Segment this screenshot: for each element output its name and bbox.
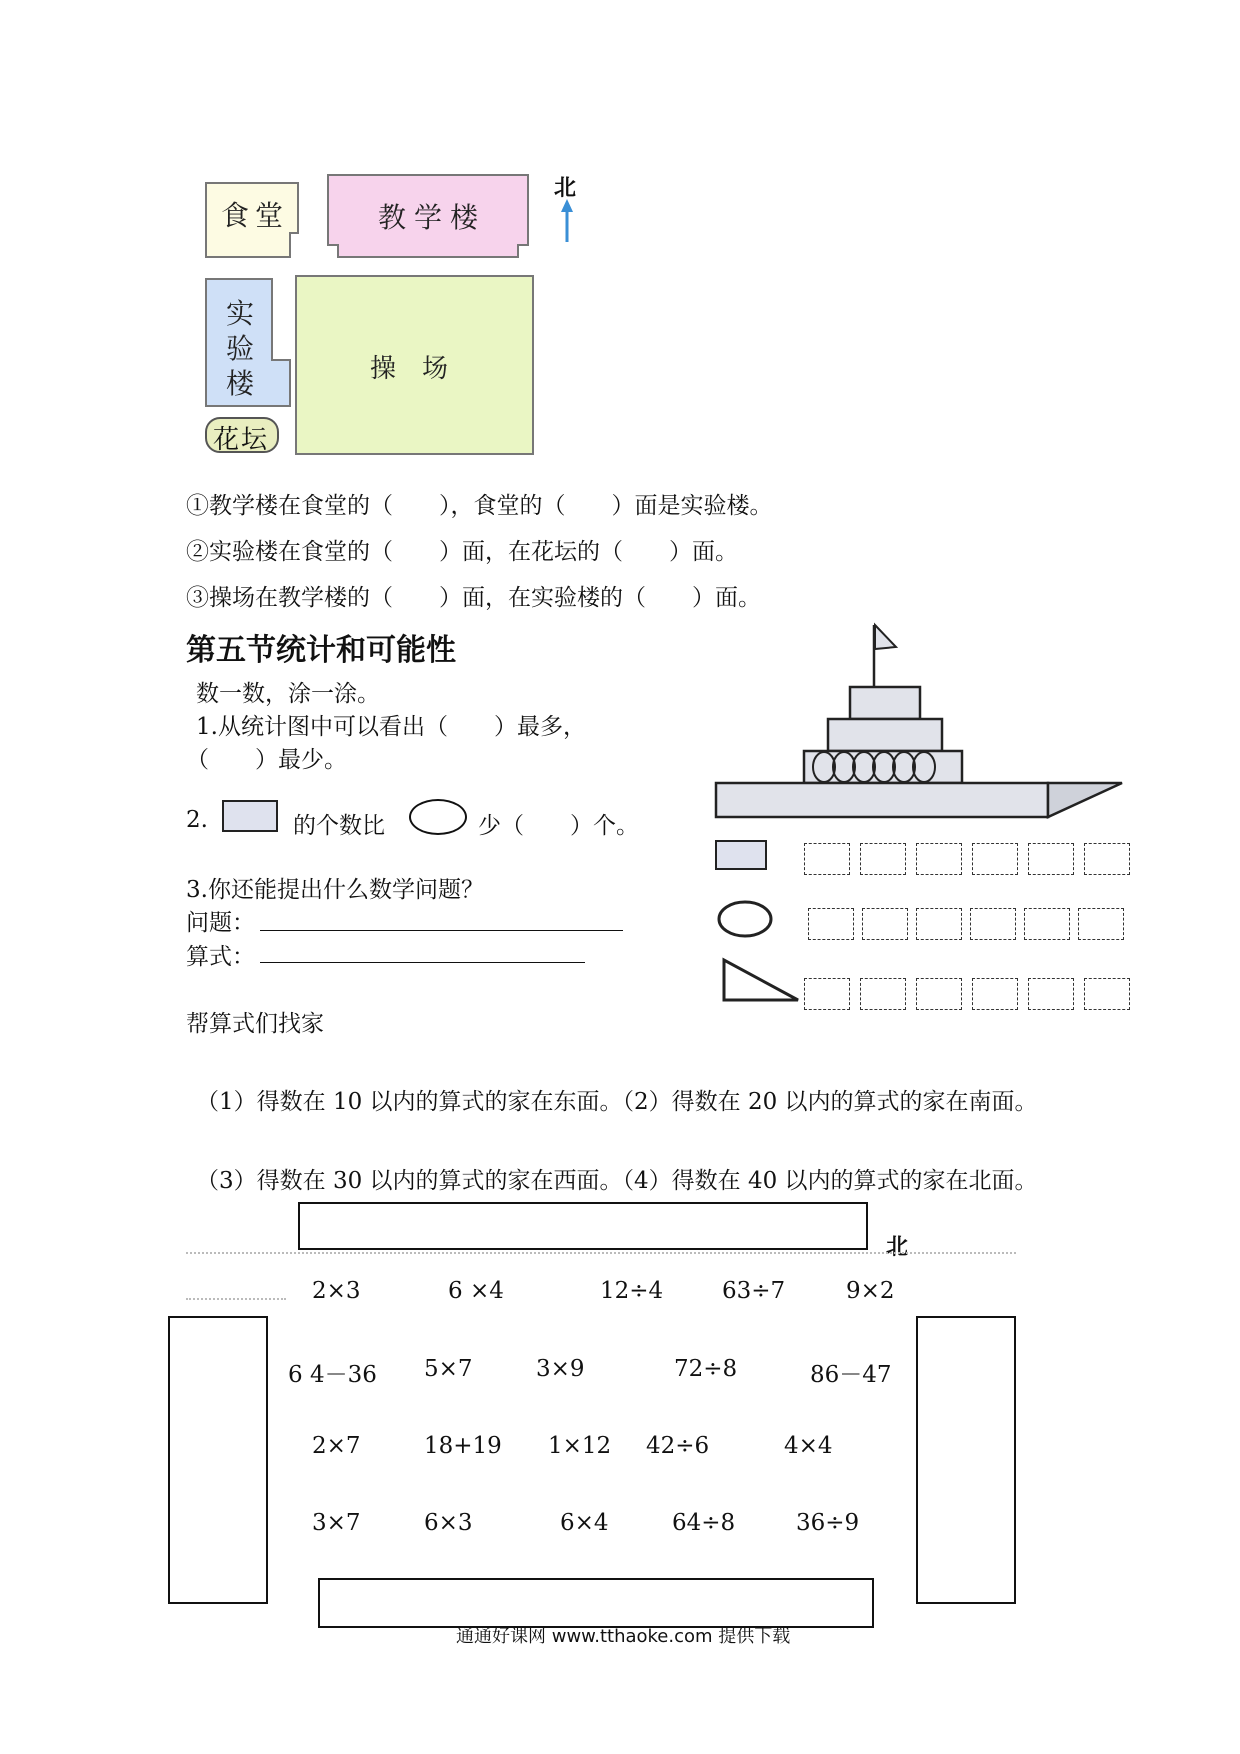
canteen-label: 食堂 (221, 199, 290, 232)
tally-box[interactable] (916, 843, 962, 875)
question-answer-line[interactable] (260, 930, 623, 931)
expression[interactable]: 64÷8 (672, 1510, 736, 1536)
north-house-box[interactable] (298, 1202, 868, 1250)
expression[interactable]: 36÷9 (796, 1510, 860, 1536)
south-house-box[interactable] (318, 1578, 874, 1628)
expression[interactable]: 6 ×4 (448, 1278, 504, 1304)
ship-hull (716, 783, 1048, 817)
tally-box[interactable] (1028, 978, 1074, 1010)
north-label: 北 (554, 176, 577, 201)
home-rule-2: （3）得数在 30 以内的算式的家在西面。（4）得数在 40 以内的算式的家在北面。 (196, 1168, 1038, 1194)
expression[interactable]: 72÷8 (674, 1356, 738, 1382)
lab-building-label-3: 楼 (226, 367, 255, 400)
count-q2-number: 2. (186, 807, 208, 833)
expression[interactable]: 3×9 (536, 1356, 585, 1382)
map-question-3: ③操场在教学楼的（ ）面，在实验楼的（ ）面。 (186, 585, 761, 611)
tally-box[interactable] (1084, 978, 1130, 1010)
count-q2-mid: 的个数比 (293, 813, 385, 839)
count-q2-end: 少（ ）个。 (478, 813, 639, 839)
tally-box[interactable] (970, 908, 1016, 940)
ship-bottom-tier (804, 751, 962, 783)
ellipse-icon (409, 799, 467, 835)
tally-box[interactable] (1078, 908, 1124, 940)
count-q1-line1: 1.从统计图中可以看出（ ）最多， (196, 714, 586, 740)
tally-box[interactable] (916, 978, 962, 1010)
dotted-guide-line (186, 1252, 1016, 1254)
ship-middle-tier (828, 719, 942, 751)
tally-box[interactable] (1028, 843, 1074, 875)
tally-box[interactable] (1084, 843, 1130, 875)
legend-triangle (724, 960, 798, 1000)
tally-box[interactable] (804, 978, 850, 1010)
expression[interactable]: 1×12 (548, 1433, 612, 1459)
count-q3: 3.你还能提出什么数学问题？ (186, 877, 484, 903)
expression[interactable]: 63÷7 (722, 1278, 786, 1304)
tally-box[interactable] (972, 978, 1018, 1010)
teaching-building-label: 教学楼 (378, 201, 487, 234)
expression[interactable]: 6 4－36 (288, 1362, 377, 1388)
tally-box[interactable] (972, 843, 1018, 875)
tally-box[interactable] (916, 908, 962, 940)
tally-box[interactable] (1024, 908, 1070, 940)
tally-box[interactable] (808, 908, 854, 940)
expression[interactable]: 3×7 (312, 1510, 361, 1536)
section-title: 第五节统计和可能性 (186, 633, 456, 668)
tally-box[interactable] (804, 843, 850, 875)
playground-label: 操 场 (370, 354, 449, 384)
west-house-box[interactable] (168, 1316, 268, 1604)
question-label: 问题： (186, 910, 255, 936)
expression[interactable]: 18+19 (424, 1433, 502, 1459)
formula-answer-line[interactable] (260, 962, 585, 963)
count-q1-line2: （ ）最少。 (186, 747, 347, 773)
tally-box[interactable] (860, 843, 906, 875)
count-intro: 数一数，涂一涂。 (196, 681, 380, 707)
map-question-2: ②实验楼在食堂的（ ）面，在花坛的（ ）面。 (186, 539, 738, 565)
expression[interactable]: 12÷4 (600, 1278, 664, 1304)
legend-ellipse (719, 902, 771, 936)
footer-text: 通通好课网 www.tthaoke.com 提供下载 (456, 1626, 791, 1647)
ship-bow (1048, 783, 1122, 817)
expression[interactable]: 2×3 (312, 1278, 361, 1304)
home-title: 帮算式们找家 (186, 1011, 324, 1037)
formula-label: 算式： (186, 944, 255, 970)
tally-box[interactable] (862, 908, 908, 940)
east-house-box[interactable] (916, 1316, 1016, 1604)
rectangle-icon (222, 800, 278, 832)
flowerbed-label: 花坛 (213, 425, 270, 455)
map-question-1: ①教学楼在食堂的（ ），食堂的（ ）面是实验楼。 (186, 493, 773, 519)
lab-building-label-1: 实 (226, 297, 255, 330)
tally-box[interactable] (860, 978, 906, 1010)
expression[interactable]: 42÷6 (646, 1433, 710, 1459)
ship-top-tier (850, 687, 920, 719)
dotted-guide-line (186, 1298, 286, 1300)
expression[interactable]: 4×4 (784, 1433, 833, 1459)
north-label-home: 北 (886, 1235, 909, 1260)
ship-figure (700, 615, 1140, 1025)
expression[interactable]: 2×7 (312, 1433, 361, 1459)
legend-rectangle (716, 841, 766, 869)
campus-map-shapes (0, 0, 1240, 470)
lab-building-label-2: 验 (226, 332, 255, 365)
expression[interactable]: 5×7 (424, 1356, 473, 1382)
expression[interactable]: 9×2 (846, 1278, 895, 1304)
expression[interactable]: 86－47 (810, 1362, 892, 1388)
expression[interactable]: 6×4 (560, 1510, 609, 1536)
home-rule-1: （1）得数在 10 以内的算式的家在东面。（2）得数在 20 以内的算式的家在南面。 (196, 1089, 1038, 1115)
campus-map (0, 0, 1240, 470)
expression[interactable]: 6×3 (424, 1510, 473, 1536)
flag-icon (875, 625, 896, 649)
